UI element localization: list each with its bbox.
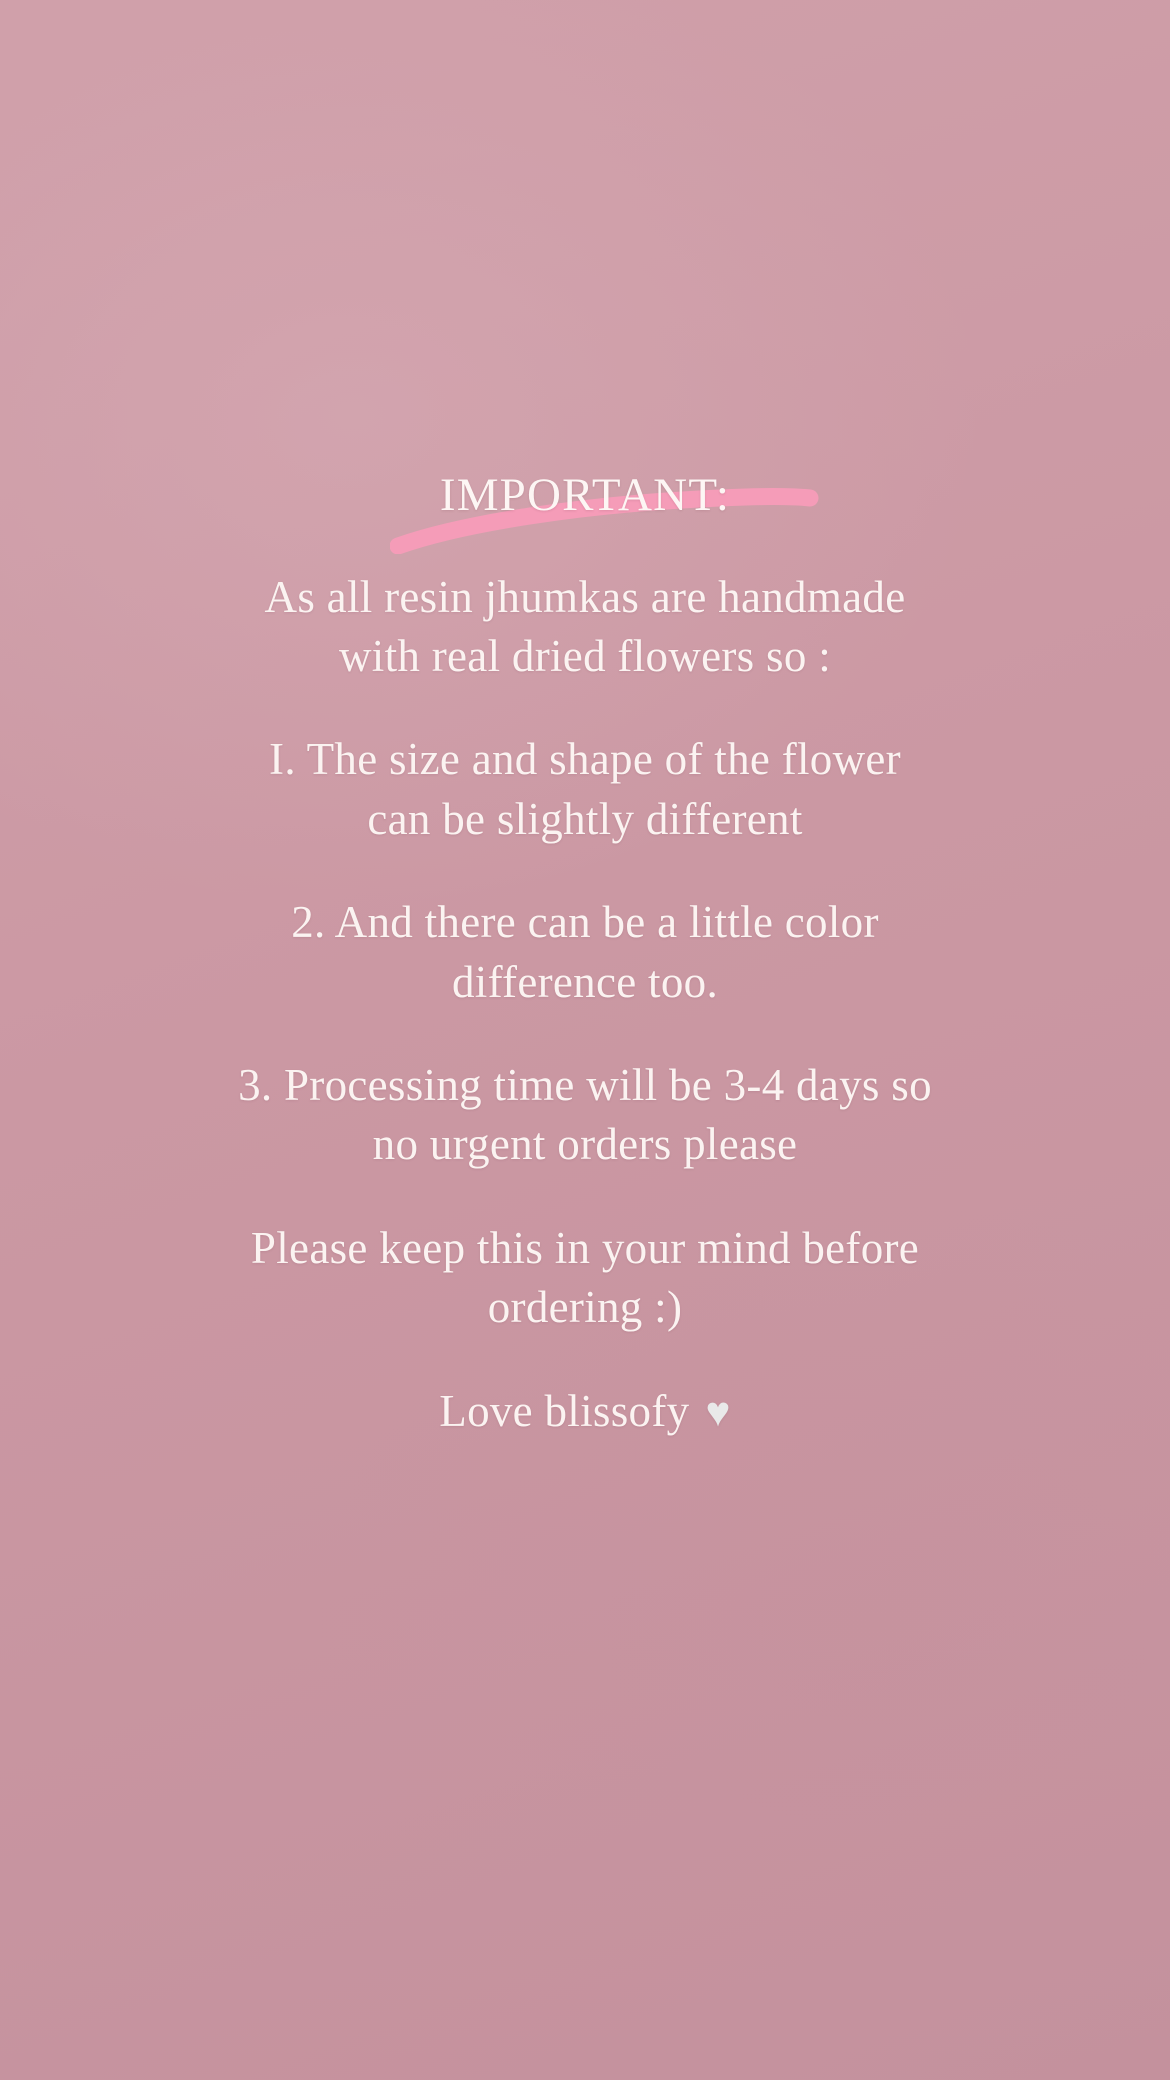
- page-title: IMPORTANT:: [439, 469, 731, 521]
- paragraph-intro: As all resin jhumkas are handmade with real dried flowers so :: [264, 571, 906, 682]
- story-text-block: [0, 470, 1170, 1440]
- white-heart-icon: ♥: [705, 1389, 731, 1436]
- signature-text: Love blissofy: [439, 1385, 690, 1436]
- paragraph-point-2: 2. And there can be a little color difference too.: [291, 897, 879, 1007]
- heading-container: [400, 470, 770, 522]
- paragraph-point-1: I. The size and shape of the flower can be slightly different: [269, 734, 901, 844]
- signature: [439, 1382, 730, 1441]
- paragraph-closing: Please keep this in your mind before ordering :): [250, 1222, 920, 1333]
- paragraph-point-3: 3. Processing time will be 3-4 days so no urgent orders please: [238, 1060, 932, 1170]
